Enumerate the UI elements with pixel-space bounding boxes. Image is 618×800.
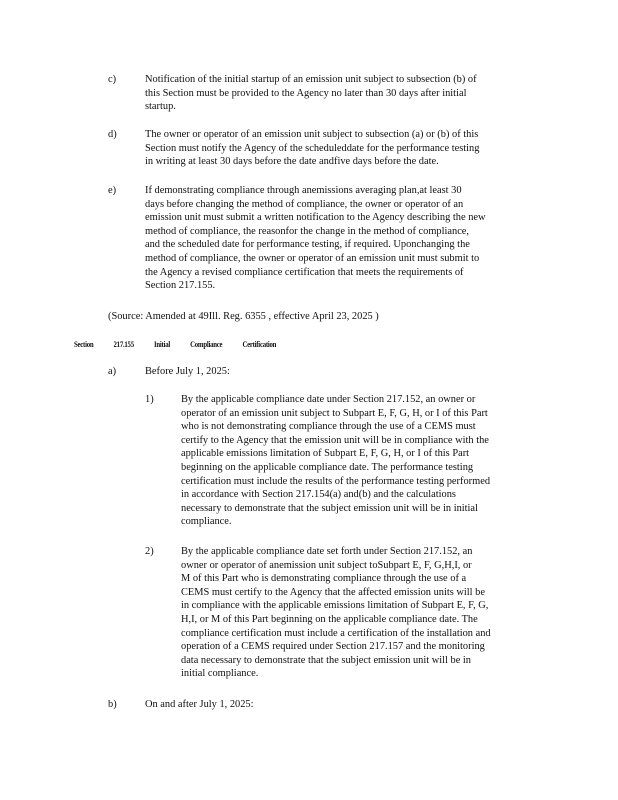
para-c-text: [145, 73, 531, 114]
text-line: By the applicable compliance date under Section 217.152, an owner or: [181, 394, 476, 405]
text-line: If demonstrating compliance through anemissions averaging plan,at least 30: [145, 185, 462, 196]
text-line: data necessary to demonstrate that the subject emission unit will be in: [181, 654, 471, 666]
para-e-label: e): [108, 185, 117, 196]
text-line: CEMS must certify to the Agency that the affected emission units will be: [181, 586, 485, 598]
sub-a-text: Before July 1, 2025:: [145, 366, 230, 377]
text-line: owner or operator of anemission unit subject toSubpart E, F, G,H,I, or: [181, 559, 472, 571]
text-line: Notification of the initial startup of an emission unit subject to subsection (b) of: [145, 74, 477, 85]
heading-word: Initial: [153, 340, 170, 349]
text-line: the Agency a revised compliance certification that meets the requirements of: [145, 266, 464, 278]
para-e-text: [145, 184, 539, 293]
text-line: method of compliance, the owner or operator of an emission unit must submit to: [145, 252, 480, 264]
heading-number: 217.155: [113, 340, 134, 349]
para-d-label: d): [108, 129, 117, 140]
text-line: startup.: [145, 101, 176, 113]
text-line: certify to the Agency that the emission unit will be in compliance with the: [181, 434, 489, 446]
para-c-label: c): [108, 74, 117, 85]
item-1-label: 1): [145, 394, 154, 405]
text-line: beginning on the applicable compliance date. The performance testing: [181, 461, 474, 473]
sub-a-label: a): [108, 366, 117, 377]
section-heading: [74, 340, 295, 349]
sub-b-text: On and after July 1, 2025:: [145, 699, 254, 710]
sub-b-label: b): [108, 699, 117, 710]
text-line: who is not demonstrating compliance through the use of a CEMS must: [181, 421, 476, 433]
text-line: compliance certification must include a certification of the installation and: [181, 627, 491, 639]
text-line: H,I, or M of this Part beginning on the applicable compliance date. The: [181, 613, 478, 625]
text-line: this Section must be provided to the Agency no later than 30 days after initial: [145, 87, 467, 99]
text-line: Section 217.155.: [145, 280, 216, 292]
heading-word: Compliance: [190, 340, 223, 349]
text-line: By the applicable compliance date set forth under Section 217.152, an: [181, 546, 473, 557]
item-2-text: [181, 545, 538, 681]
para-d-text: [145, 128, 531, 169]
text-line: operator of an emission unit subject to Subpart E, F, G, H, or I of this Part: [181, 407, 488, 419]
text-line: in compliance with the applicable emissions limitation of Subpart E, F, G,: [181, 600, 489, 612]
item-1-text: [181, 393, 538, 529]
heading-word: Certification: [242, 340, 277, 349]
text-line: M of this Part who is demonstrating compliance through the use of a: [181, 573, 467, 585]
text-line: days before changing the method of compliance, the owner or operator of an: [145, 198, 464, 210]
heading-word: Section: [74, 340, 94, 349]
text-line: method of compliance, the reasonfor the change in the method of compliance,: [145, 225, 470, 237]
text-line: and the scheduled date for performance testing, if required. Uponchanging the: [145, 239, 470, 251]
text-line: emission unit must submit a written notification to the Agency describing the new: [145, 212, 486, 224]
item-2-label: 2): [145, 546, 154, 557]
text-line: in writing at least 30 days before the date andfive days before the date.: [145, 156, 439, 168]
text-line: The owner or operator of an emission unit subject to subsection (a) or (b) of this: [145, 129, 479, 140]
text-line: necessary to demonstrate that the subject emission unit will be in initial: [181, 502, 478, 514]
source-note: (Source: Amended at 49Ill. Reg. 6355 , effective April 23, 2025 ): [108, 311, 379, 322]
text-line: certification must include the results of the performance testing performed: [181, 475, 491, 487]
text-line: initial compliance.: [181, 668, 259, 680]
text-line: compliance.: [181, 516, 232, 528]
text-line: operation of a CEMS required under Section 217.157 and the monitoring: [181, 641, 485, 653]
text-line: Section must notify the Agency of the scheduleddate for the performance testing: [145, 142, 480, 154]
text-line: applicable emissions limitation of Subpart E, F, G, H, or I of this Part: [181, 448, 470, 460]
text-line: in accordance with Section 217.154(a) and(b) and the calculations: [181, 489, 456, 501]
